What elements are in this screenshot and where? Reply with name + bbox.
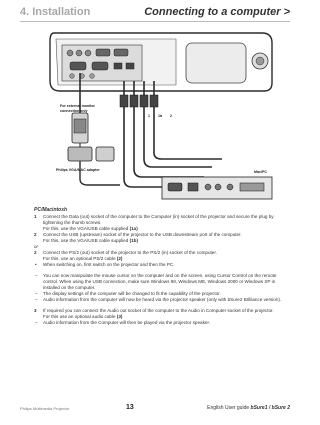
step-text: Connect the USB (upstream) socket of the projector to the USB downstream port of the computer. [43,232,242,237]
section-title: 4. Installation [20,6,91,18]
dash-icon: – [35,273,38,278]
note-text: For this use an optional audio cable [43,314,117,319]
cable-plugs [120,95,158,107]
step-text: If required you can connect the Audio out socket of the computer to the Audio in Computer socket of the projector. [43,308,274,313]
dash-icon: – [35,291,38,296]
dash-text: The display settings of the computer will be changed to fit the capability of the projector. [43,291,221,296]
page-header [20,6,290,22]
note-text: For this, use an optional PS/2 cable [43,256,117,261]
step-2 [34,232,286,238]
section-heading: PC/Macintosh [34,207,68,213]
computer-illustration [162,177,272,199]
or-label: or [34,244,39,249]
bullet-item [34,262,286,268]
dash-text: You can now manipulate the mouse cursor on the computer and on the screen, using Cursor Control on the remote control. When using the USB connection, make sure Windows 98, Windows ME, Windows 2000 or Windows XP is installed on the computer. [43,273,277,290]
footer-models: bSure1 / bSure 2 [250,405,290,411]
computer-label: Mac/PC [254,170,267,174]
step-2-alt [34,250,286,256]
monitor-label-line-1: For external monitor [60,104,95,108]
dash-text: Audio information from the Computer will then be played via the projector speaker. [43,320,210,325]
dash-item [34,273,286,291]
vga-adapter-illustration [68,113,120,185]
footer-language: English [207,405,224,411]
step-number: 2 [34,232,37,237]
dash-text: Audio information from the computer will now be heard via the projector speaker (only with bSure2 Brilliance version). [43,297,282,302]
note-ref: (3) [116,314,123,319]
marker-1b: 1b [158,114,163,118]
step-number: 3 [34,308,37,313]
footer-brand: Philips Multimedia Projector [20,406,70,411]
bullet-icon: • [35,262,37,267]
step-1 [34,214,286,226]
note-ref: (1b) [129,238,138,243]
dash-icon: – [35,297,38,302]
marker-2: 2 [170,114,172,118]
note-ref: (2) [116,256,123,261]
marker-1: 1 [148,114,150,118]
dash-item [34,297,286,303]
page-number: 13 [126,404,134,411]
page-footer [20,404,290,416]
instructions [34,207,286,326]
dash-icon: – [35,320,38,325]
header-rule [20,21,290,22]
dash-item [34,320,286,326]
connection-diagram [36,29,274,202]
step-number: 1 [34,214,37,219]
step-number: 2 [34,250,37,255]
projector-illustration [50,33,272,91]
step-text: Connect the PS/2 (out) socket of the projector to the PS/2 (in) socket of the computer. [43,250,217,255]
step-text: Connect the Data (out) socket of the computer to the Computer (in) socket of the projector and secure the plug by tightening the thumb screws. [43,214,274,225]
chapter-title-text: Connecting to a computer [144,6,281,18]
step-3 [34,308,286,314]
chevron-right-icon: > [283,6,290,18]
note-text: For this, use the VGA/USB cable supplied [43,238,130,243]
adapter-label: Philips VGA/MAC adapter [56,168,100,172]
monitor-label-line-2: connection only [60,109,88,113]
note-text: For this, use the VGA/USB cable supplied [43,226,130,231]
footer-guide-text: User guide [224,405,250,411]
monitor-connection-label [60,104,96,113]
footer-guide [207,405,290,411]
bullet-text: When switching on, first switch on the projector and then the PC. [43,262,175,267]
note-ref: (1a) [129,226,138,231]
chapter-title [144,6,290,18]
